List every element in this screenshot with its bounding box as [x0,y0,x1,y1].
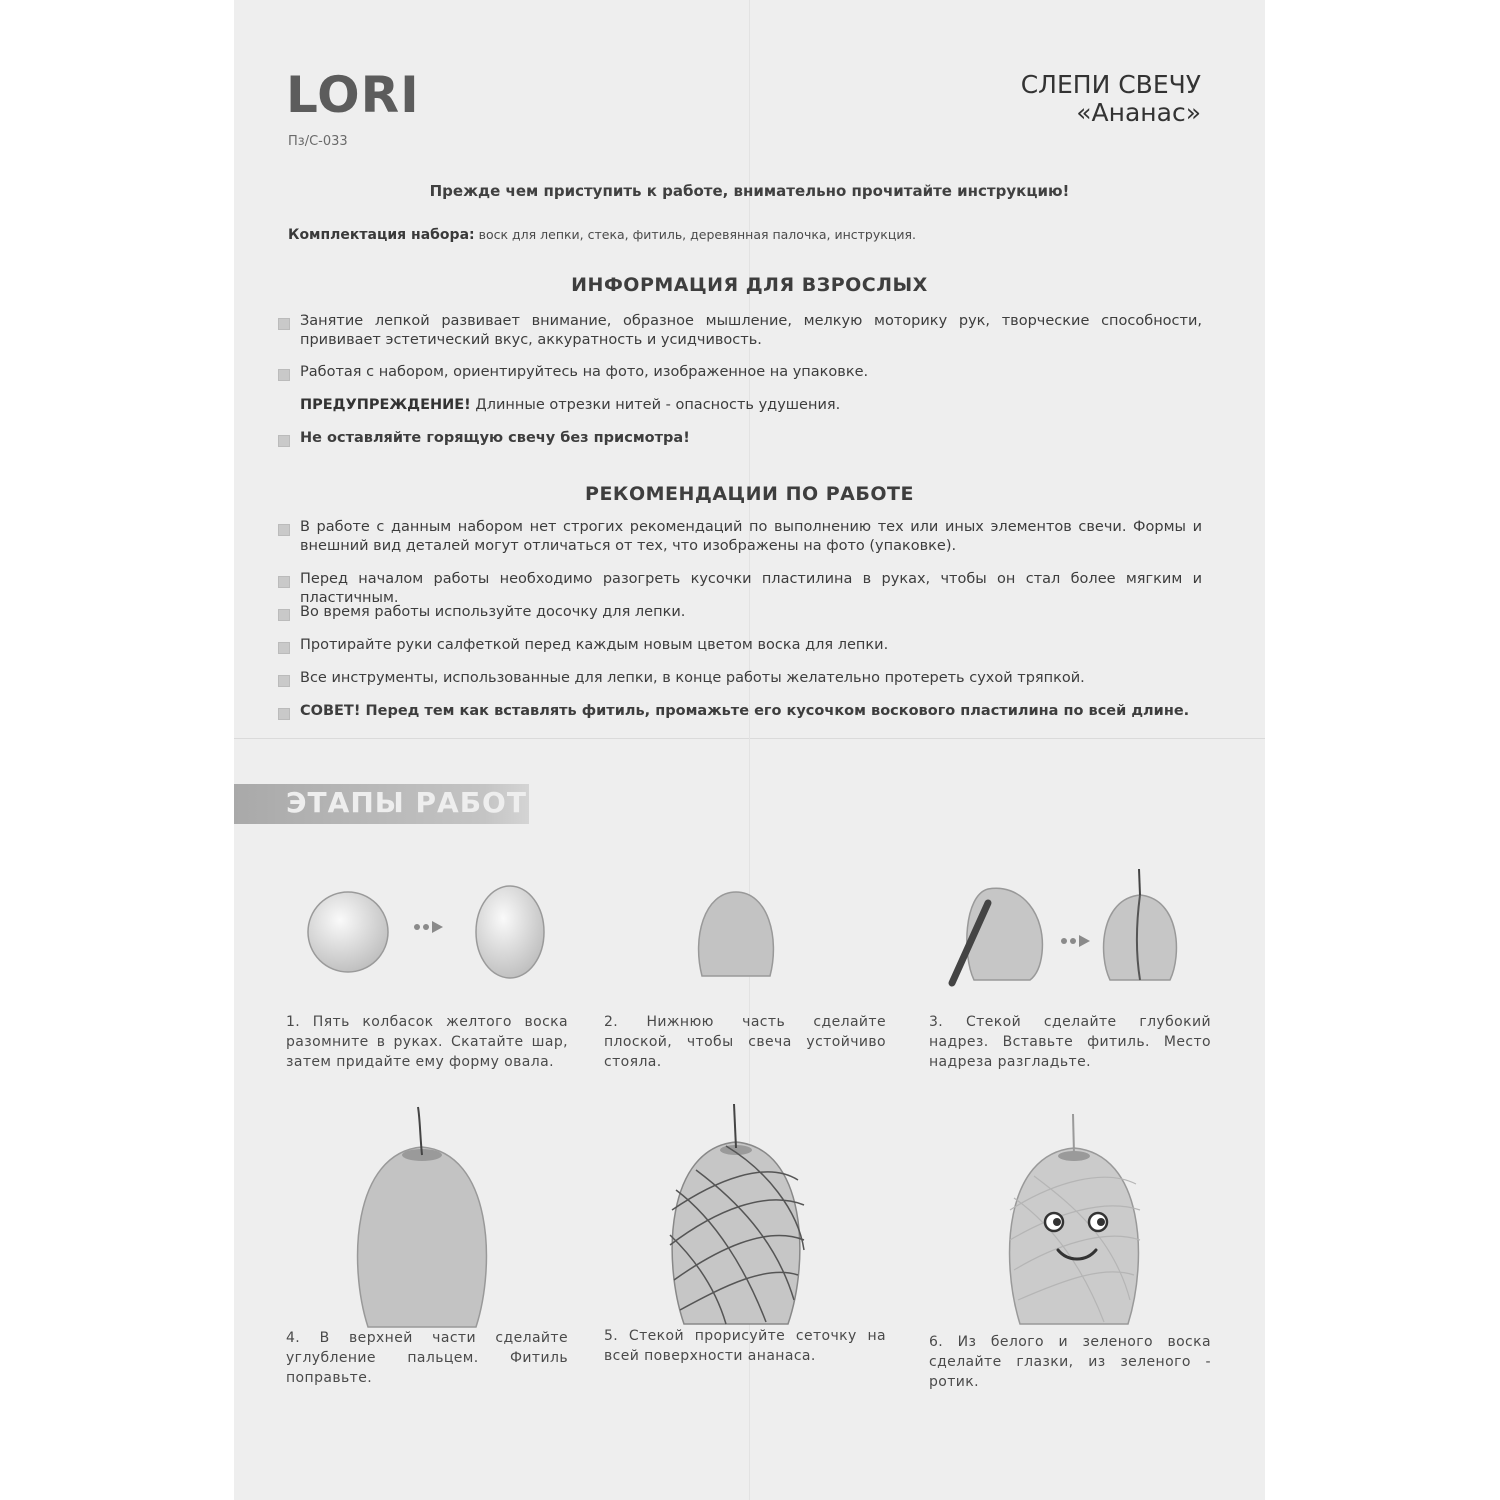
step-1-caption: 1. Пять колбасок желтого воска разомните в руках. Скатайте шар, затем придайте ему форму овала. [286,1014,568,1070]
step-6-illustration [1004,1110,1144,1335]
bullet-icon [278,435,290,447]
adults-item: Работая с набором, ориентируйтесь на фото, изображенное на упаковке. [300,364,869,380]
arrow-right-icon [432,921,443,933]
step-6-caption: 6. Из белого и зеленого воска сделайте глазки, из зеленого - ротик. [929,1334,1211,1390]
wick-icon [1139,869,1140,895]
oval-with-wick-icon [1104,895,1177,980]
bullet-icon [278,369,290,381]
tip: СОВЕТ! Перед тем как вставлять фитиль, промажьте его кусочком воскового пластилина по всей длине. [300,703,1190,719]
arrow-dot-icon [1061,938,1067,944]
brand-logo: LORI [286,66,420,124]
arrow-right-icon [1079,935,1090,947]
bullet-icon [278,524,290,536]
stages-heading: ЭТАПЫ РАБОТЫ [286,786,557,819]
warning-label: ПРЕДУПРЕЖДЕНИЕ! [300,397,471,413]
wick-icon [734,1104,736,1148]
candle-warning: Не оставляйте горящую свечу без присмотра! [300,430,690,446]
bullet-icon [278,675,290,687]
bullet-icon [278,318,290,330]
step-3-illustration [942,865,1202,990]
step-2-illustration [696,888,776,984]
step-4-caption: 4. В верхней части сделайте углубление пальцем. Фитиль поправьте. [286,1330,568,1386]
warning-text: Длинные отрезки нитей - опасность удушения. [470,397,841,413]
step-5-illustration [666,1100,806,1335]
product-code: Пз/С-033 [288,134,348,149]
recommendation-item: Во время работы используйте досочку для лепки. [300,604,686,620]
step-5-caption: 5. Стекой прорисуйте сеточку на всей поверхности ананаса. [604,1328,886,1364]
bullet-icon [278,642,290,654]
page-subtitle: «Ананас» [1076,98,1201,127]
adults-item: Занятие лепкой развивает внимание, образное мышление, мелкую моторику рук, творческие способности, прививает эстетический вкус, аккуратность и усидчивость. [300,313,1202,348]
step-4-illustration [354,1105,494,1335]
instruction-sheet [234,0,1265,1500]
recommendation-item: Все инструменты, использованные для лепки, в конце работы желательно протереть сухой тряпкой. [300,670,1085,686]
wax-oval-icon [476,886,544,978]
arrow-dot-icon [1070,938,1076,944]
recommendation-item: Протирайте руки салфеткой перед каждым новым цветом воска для лепки. [300,637,889,653]
arrow-dot-icon [423,924,429,930]
bullet-icon [278,576,290,588]
kit-contents [288,227,916,243]
choking-warning [300,396,1202,415]
recommendation-item: Перед началом работы необходимо разогреть кусочки пластилина в руках, чтобы он стал более мягким и пластичным. [300,571,1202,606]
kit-label: Комплектация набора: [288,227,475,243]
recommendations-heading: РЕКОМЕНДАЦИИ ПО РАБОТЕ [585,483,914,505]
bullet-icon [278,708,290,720]
wick-icon [1073,1114,1074,1154]
pineapple-net-icon [672,1142,800,1324]
bullet-icon [278,609,290,621]
adults-heading: ИНФОРМАЦИЯ ДЛЯ ВЗРОСЛЫХ [571,274,928,296]
candle-body-icon [358,1147,487,1327]
arrow-dot-icon [414,924,420,930]
kit-text: воск для лепки, стека, фитиль, деревянная палочка, инструкция. [474,227,916,242]
step-1-illustration [304,885,554,985]
page-title: СЛЕПИ СВЕЧУ [1020,70,1201,99]
step-2-caption: 2. Нижнюю часть сделайте плоской, чтобы свеча устойчиво стояла. [604,1014,886,1070]
intro-warning: Прежде чем приступить к работе, внимательно прочитайте инструкцию! [429,182,1070,200]
cut-oval-icon [967,888,1043,980]
recommendation-item: В работе с данным набором нет строгих рекомендаций по выполнению тех или иных элементов свечи. Формы и внешний вид деталей могут отличаться от тех, что изображены на фото (упаковке). [300,519,1202,554]
flat-bottom-oval-icon [699,892,774,976]
step-3-caption: 3. Стекой сделайте глубокий надрез. Вставьте фитиль. Место надреза разгладьте. [929,1014,1211,1070]
wax-ball-icon [308,892,388,972]
